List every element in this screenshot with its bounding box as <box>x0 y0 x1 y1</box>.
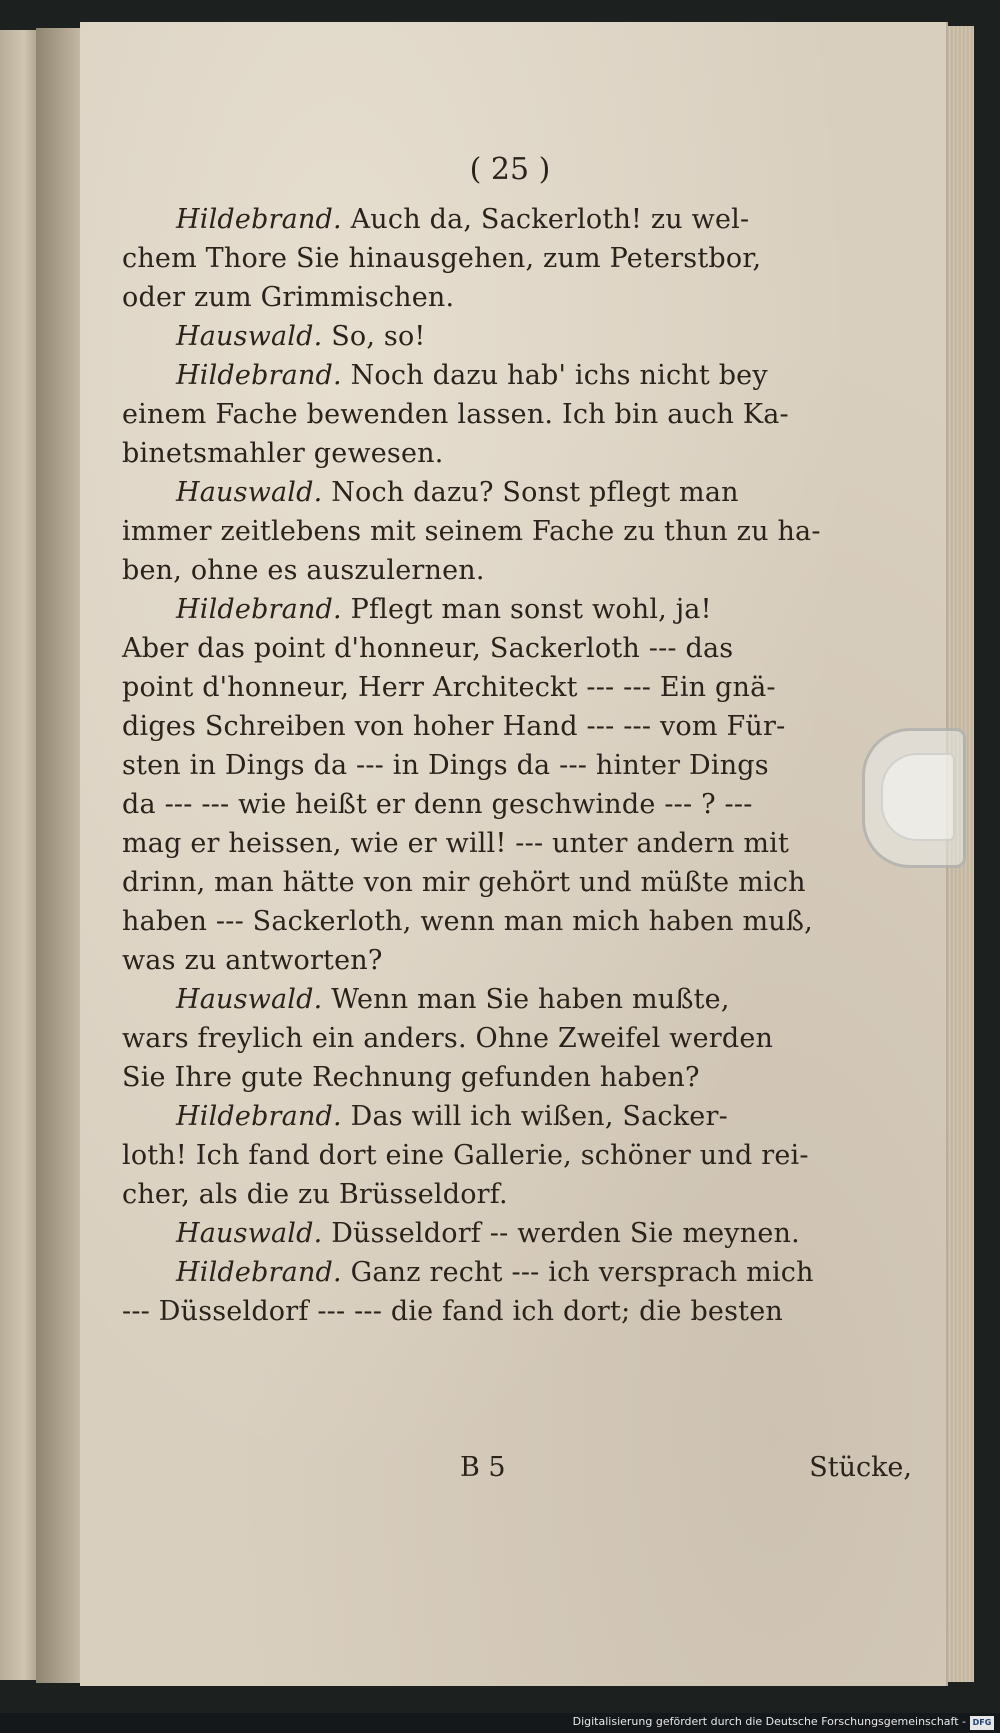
text-line <box>122 434 912 473</box>
text-line <box>122 1136 912 1175</box>
text-line <box>122 902 912 941</box>
page-body-text <box>122 200 912 1331</box>
line-text: point d'honneur, Herr Architeckt --- --- Ein gnä- <box>122 672 776 703</box>
line-text: Aber das point d'honneur, Sackerloth --- das <box>122 633 734 664</box>
text-line <box>122 941 912 980</box>
adjacent-page-edge <box>0 30 40 1680</box>
line-text: Noch dazu? Sonst pflegt man <box>322 477 739 508</box>
line-text: --- Düsseldorf --- --- die fand ich dort; die besten <box>122 1296 783 1327</box>
page-number-header: ( 25 ) <box>469 152 551 187</box>
text-line <box>122 551 912 590</box>
speaker-name: Hauswald. <box>176 321 323 352</box>
line-text: sten in Dings da --- in Dings da --- hinter Dings <box>122 750 769 781</box>
speaker-name: Hauswald. <box>176 477 323 508</box>
text-line <box>122 1097 912 1136</box>
line-text: Sie Ihre gute Rechnung gefunden haben? <box>122 1062 700 1093</box>
speaker-name: Hildebrand. <box>176 1257 342 1288</box>
line-text: binetsmahler gewesen. <box>122 438 444 469</box>
text-line <box>122 512 912 551</box>
dfg-logo-icon: DFG <box>970 1716 994 1730</box>
speaker-name: Hildebrand. <box>176 1101 342 1132</box>
text-line <box>122 590 912 629</box>
line-text: immer zeitlebens mit seinem Fache zu thun zu ha- <box>122 516 821 547</box>
digitization-credit-bar <box>0 1713 1000 1733</box>
text-line <box>122 707 912 746</box>
catchword: Stücke, <box>809 1452 912 1483</box>
credit-text: Digitalisierung gefördert durch die Deutsche Forschungsgemeinschaft - <box>572 1715 966 1728</box>
text-line <box>122 746 912 785</box>
book-gutter <box>36 28 84 1683</box>
page-clip-holder <box>862 728 966 868</box>
text-line <box>122 473 912 512</box>
text-line <box>122 1214 912 1253</box>
text-line <box>122 863 912 902</box>
text-line <box>122 278 912 317</box>
line-text: Düsseldorf -- werden Sie meynen. <box>322 1218 800 1249</box>
text-line <box>122 1175 912 1214</box>
line-text: haben --- Sackerloth, wenn man mich haben muß, <box>122 906 813 937</box>
text-line <box>122 824 912 863</box>
line-text: Ganz recht --- ich versprach mich <box>341 1257 814 1288</box>
text-line <box>122 1253 912 1292</box>
line-text: loth! Ich fand dort eine Gallerie, schöner und rei- <box>122 1140 809 1171</box>
line-text: Wenn man Sie haben mußte, <box>322 984 730 1015</box>
page-footer <box>122 1452 912 1492</box>
text-line <box>122 200 912 239</box>
line-text: Pflegt man sonst wohl, ja! <box>341 594 712 625</box>
text-line <box>122 395 912 434</box>
text-line <box>122 668 912 707</box>
line-text: ben, ohne es auszulernen. <box>122 555 485 586</box>
line-text: chem Thore Sie hinausgehen, zum Peterstbor, <box>122 243 762 274</box>
speaker-name: Hildebrand. <box>176 204 342 235</box>
line-text: diges Schreiben von hoher Hand --- --- vom Für- <box>122 711 786 742</box>
text-line <box>122 239 912 278</box>
line-text: wars freylich ein anders. Ohne Zweifel werden <box>122 1023 774 1054</box>
text-line <box>122 1019 912 1058</box>
line-text: cher, als die zu Brüsseldorf. <box>122 1179 508 1210</box>
text-line <box>122 1058 912 1097</box>
line-text: was zu antworten? <box>122 945 383 976</box>
speaker-name: Hauswald. <box>176 1218 323 1249</box>
text-line <box>122 317 912 356</box>
page-clip-inner <box>881 753 955 841</box>
text-line <box>122 356 912 395</box>
line-text: oder zum Grimmischen. <box>122 282 455 313</box>
line-text: mag er heissen, wie er will! --- unter andern mit <box>122 828 790 859</box>
text-line <box>122 785 912 824</box>
speaker-name: Hildebrand. <box>176 360 342 391</box>
signature-mark: B 5 <box>460 1452 506 1483</box>
line-text: einem Fache bewenden lassen. Ich bin auch Ka- <box>122 399 789 430</box>
line-text: drinn, man hätte von mir gehört und müßte mich <box>122 867 806 898</box>
text-line <box>122 629 912 668</box>
line-text: Auch da, Sackerloth! zu wel- <box>341 204 750 235</box>
speaker-name: Hauswald. <box>176 984 323 1015</box>
text-line <box>122 980 912 1019</box>
line-text: So, so! <box>322 321 426 352</box>
line-text: Das will ich wißen, Sacker- <box>341 1101 728 1132</box>
speaker-name: Hildebrand. <box>176 594 342 625</box>
book-page <box>80 22 946 1686</box>
text-line <box>122 1292 912 1331</box>
line-text: Noch dazu hab' ichs nicht bey <box>341 360 768 391</box>
line-text: da --- --- wie heißt er denn geschwinde --- ? --- <box>122 789 753 820</box>
